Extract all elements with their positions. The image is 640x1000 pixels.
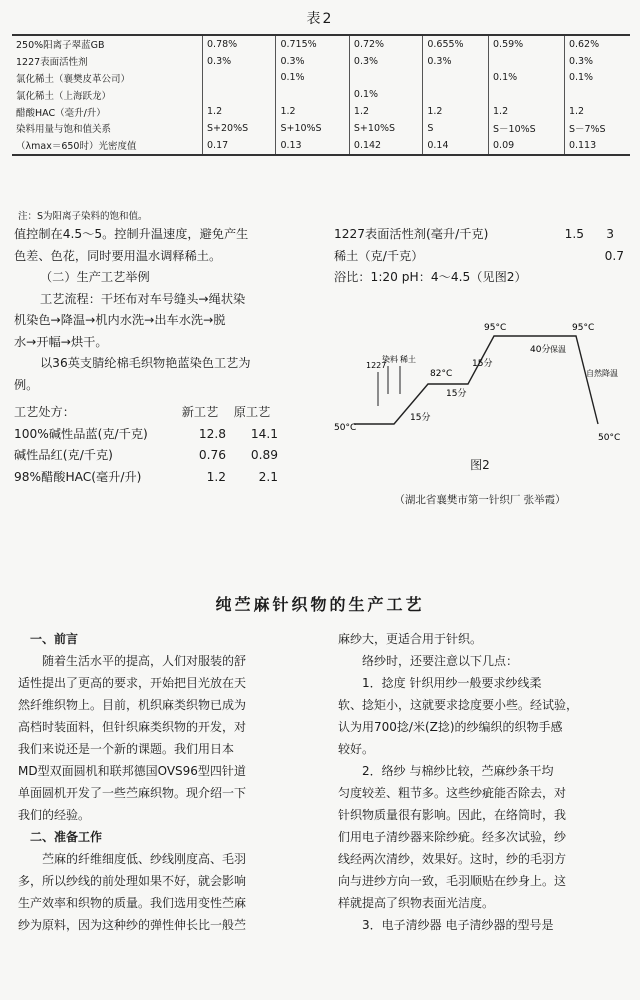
data-table <box>12 34 630 156</box>
table-row <box>12 53 630 70</box>
table-cell: 0.3% <box>349 53 422 70</box>
table-cell: 0.78% <box>203 35 276 53</box>
row-label: （λmax＝650时）光密度值 <box>16 141 137 153</box>
row-label: 1227表面活性剂 <box>16 57 88 69</box>
table-cell: 0.1% <box>489 70 565 87</box>
row-label: 250%阳离子翠蓝GB <box>16 40 105 52</box>
recipe-old: 0.7 <box>604 248 624 263</box>
text-line: 1．捻度 针织用纱一般要求纱线柔 <box>362 676 542 690</box>
recipe-old: 3 <box>606 227 614 241</box>
temp-label-end: 50°C <box>598 433 621 443</box>
recipe-new: 1.2 <box>206 469 226 484</box>
text-line: 适性提出了更高的要求，开始把目光放在天 <box>18 676 247 690</box>
recipe-row <box>14 445 314 467</box>
article-left-column <box>18 628 314 936</box>
recipe-new: 1.5 <box>564 227 584 241</box>
time-label: 15分 <box>446 389 467 399</box>
table-cell: 0.655% <box>423 35 489 53</box>
recipe-name: 100%碱性品蓝(克/千克) <box>14 426 148 441</box>
temp-label-mid: 82°C <box>430 369 453 379</box>
recipe-old: 2.1 <box>258 469 278 484</box>
text-line: 2．络纱 与棉纱比较，苎麻纱条干均 <box>362 764 554 778</box>
table-cell: 0.3% <box>276 53 349 70</box>
table-cell: S+20%S <box>203 120 276 137</box>
text-line: 随着生活水平的提高，人们对服装的舒 <box>42 654 247 668</box>
table-cell <box>276 86 349 103</box>
table-cell: S+10%S <box>349 120 422 137</box>
row-label: 醋酸HAC（毫升/升） <box>16 107 106 119</box>
text-line: 们用电子清纱器来除纱疵。经多次试验，纱 <box>338 830 567 844</box>
text-line: 单面圆机开发了一些苎麻织物。现介绍一下 <box>18 786 247 800</box>
table-row <box>12 137 630 155</box>
table-cell <box>349 70 422 87</box>
table-cell <box>489 86 565 103</box>
text-line: 机染色→降温→机内水洗→出车水洗→脱 <box>14 313 226 327</box>
table-cell: 0.3% <box>564 53 630 70</box>
table-cell: 0.14 <box>423 137 489 155</box>
table-cell: 0.715% <box>276 35 349 53</box>
table-cell: 0.62% <box>564 35 630 53</box>
section-heading: （二）生产工艺举例 <box>40 270 150 284</box>
table-cell: S－7%S <box>564 120 630 137</box>
table-cell: S <box>423 120 489 137</box>
article-title: 纯苎麻针织物的生产工艺 <box>215 595 425 614</box>
recipe-row <box>334 224 630 246</box>
text-line: 线经两次清纱，效果好。这时，纱的毛羽方 <box>338 852 567 866</box>
article-right-column <box>338 628 632 936</box>
text-line: 生产效率和织物的质量。我们选用变性苎麻 <box>18 896 247 910</box>
figure-caption: 图2 <box>470 458 490 472</box>
text-line: 样就提高了织物表面光洁度。 <box>338 896 495 910</box>
recipe-old: 14.1 <box>250 426 278 441</box>
text-line: 针织物质量很有影响。因此，在络筒时，我 <box>338 808 567 822</box>
text-line: 3．电子清纱器 电子清纱器的型号是 <box>362 918 554 932</box>
text-line: 多，所以纱线的前处理如果不好，就会影响 <box>18 874 247 888</box>
temp-label-peak: 95°C <box>484 323 507 333</box>
text-line: 麻纱大，更适合用于针织。 <box>338 632 483 646</box>
recipe-row <box>14 467 314 489</box>
recipe-name: 98%醋酸HAC(毫升/升) <box>14 469 142 484</box>
time-label: 40分 <box>530 345 551 355</box>
time-label: 15分 <box>472 359 493 369</box>
text-line: 色差、色花，同时要用温水调释稀土。 <box>14 248 222 263</box>
text-line: 水→开幅→烘干。 <box>14 334 108 349</box>
text-line: MD型双面圆机和联邦德国OVS96型四针道 <box>18 764 246 778</box>
table-row <box>12 86 630 103</box>
rare-earth-label: 稀土 <box>400 355 416 364</box>
table-cell: 0.72% <box>349 35 422 53</box>
text-line: 认为用700捻/米(Z捻)的纱编织的织物手感 <box>338 720 563 734</box>
table-note: 注：S为阳离子染料的饱和值。 <box>18 211 148 222</box>
row-label: 氯化稀土（襄樊皮革公司） <box>16 73 131 85</box>
natural-cooling-label: 自然降温 <box>586 369 618 378</box>
recipe-new-header: 新工艺 <box>181 405 219 419</box>
text-line: 我们来说还是一个新的课题。我们用日本 <box>18 742 235 756</box>
table-cell: 0.113 <box>564 137 630 155</box>
text-line: 工艺流程：干坯布对车号缝头→绳状染 <box>40 291 246 306</box>
row-label: 染料用量与饱和值关系 <box>16 124 112 136</box>
recipe-name: 碱性品红(克/千克) <box>14 448 113 462</box>
recipe-name: 稀土（克/千克） <box>334 248 424 263</box>
recipe-old-header: 原工艺 <box>233 405 271 419</box>
table-cell: 0.142 <box>349 137 422 155</box>
table-cell: S+10%S <box>276 120 349 137</box>
table-cell: S－10%S <box>489 120 565 137</box>
recipe-name: 1227表面活性剂(毫升/千克) <box>334 227 489 241</box>
section-heading: 一、前言 <box>30 632 79 646</box>
dye-label: 染料 <box>382 355 398 364</box>
table-cell: 0.09 <box>489 137 565 155</box>
recipe-header <box>14 402 314 424</box>
text-line: 例。 <box>14 377 39 392</box>
table-cell: 1.2 <box>423 103 489 120</box>
temp-label-peak-end: 95°C <box>572 323 595 333</box>
recipe-old: 0.89 <box>250 448 278 462</box>
recipe-label: 工艺处方： <box>14 405 75 419</box>
text-line: 苎麻的纤维细度低、纱线刚度高、毛羽 <box>42 852 247 866</box>
table-cell <box>489 53 565 70</box>
table-cell: 0.3% <box>203 53 276 70</box>
table-cell: 1.2 <box>564 103 630 120</box>
table-cell: 0.3% <box>423 53 489 70</box>
section-heading: 二、准备工作 <box>30 830 103 844</box>
table-cell: 1.2 <box>489 103 565 120</box>
text-line: 软、捻矩小，这就要求捻度要小些。经试验， <box>338 698 579 712</box>
recipe-new: 12.8 <box>198 426 226 441</box>
text-line: 较好。 <box>338 742 375 756</box>
recipe-row <box>14 424 314 446</box>
text-line: 匀度较差、粗节多。这些纱疵能否除去，对 <box>338 786 567 800</box>
text-line: 络纱时，还要注意以下几点： <box>362 654 519 668</box>
table-title: 表2 <box>306 11 334 27</box>
left-column-upper <box>14 224 314 488</box>
table-cell <box>423 86 489 103</box>
table-cell <box>203 70 276 87</box>
text-line: 纱为原料，因为这种纱的弹性伸长比一般苎 <box>18 918 247 932</box>
hold-label: 保温 <box>550 345 566 354</box>
right-column-upper <box>334 224 630 289</box>
time-label: 15分 <box>410 413 431 423</box>
row-label: 氯化稀土（上海跃龙） <box>16 90 112 102</box>
text-line: 以36英支腈纶棉毛织物艳蓝染色工艺为 <box>40 356 251 370</box>
table-cell: 0.59% <box>489 35 565 53</box>
temperature-profile-figure <box>330 306 630 466</box>
table-row <box>12 120 630 137</box>
table-cell: 1.2 <box>203 103 276 120</box>
recipe-new: 0.76 <box>198 448 226 462</box>
table-cell: 0.1% <box>349 86 422 103</box>
table-cell: 1.2 <box>276 103 349 120</box>
text-line: 值控制在4.5～5。控制升温速度，避免产生 <box>14 227 249 241</box>
text-line: 高档时装面料，但针织麻类织物的开发，对 <box>18 720 247 734</box>
table-row <box>12 103 630 120</box>
author-credit: （湖北省襄樊市第一针织厂 张举霞） <box>394 494 566 506</box>
surfactant-label: 1227 <box>366 361 387 370</box>
bath-ratio-line: 浴比：1:20 pH：4～4.5（见图2） <box>334 270 527 284</box>
text-line: 我们的经验。 <box>18 808 91 822</box>
table-cell: 0.13 <box>276 137 349 155</box>
recipe-row <box>334 246 630 268</box>
table-cell: 0.17 <box>203 137 276 155</box>
table-cell <box>203 86 276 103</box>
table-cell: 0.1% <box>564 70 630 87</box>
text-line: 然纤维织物上。目前，机织麻类织物已成为 <box>18 698 247 712</box>
table-cell <box>564 86 630 103</box>
text-line: 向与进纱方向一致，毛羽顺贴在纱身上。这 <box>338 874 567 888</box>
table-row <box>12 35 630 53</box>
table-cell <box>423 70 489 87</box>
table-cell: 1.2 <box>349 103 422 120</box>
table-row <box>12 70 630 87</box>
table-cell: 0.1% <box>276 70 349 87</box>
temp-label-start: 50°C <box>334 423 357 433</box>
